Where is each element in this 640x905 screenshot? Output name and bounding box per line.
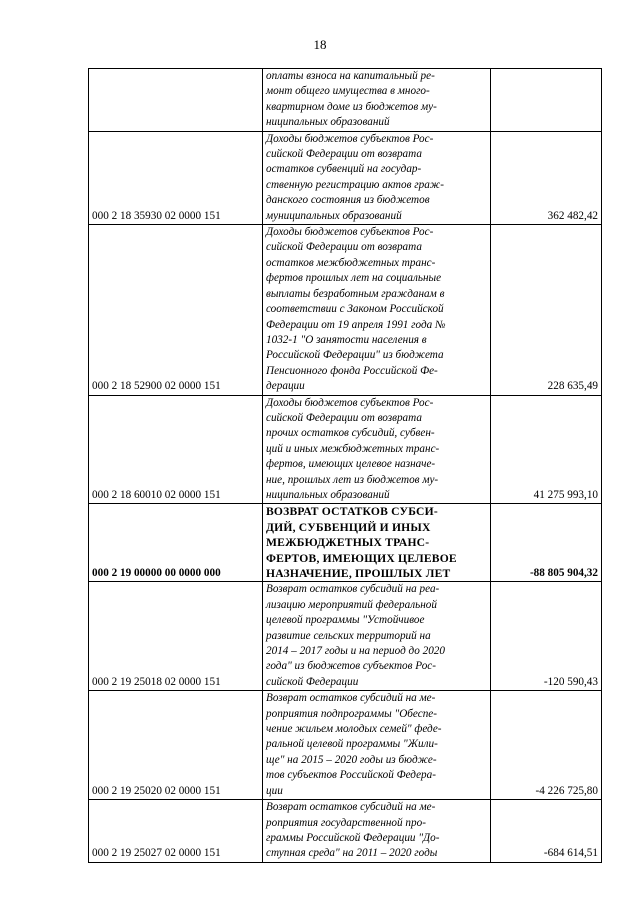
description-line: Возврат остатков субсидий на ме- <box>266 801 436 814</box>
description-line: ще" на 2015 – 2020 годы из бюдже- <box>266 753 437 766</box>
amount-value: 228 635,49 <box>491 225 602 395</box>
description-line: квартирном доме из бюджетов му- <box>266 100 437 113</box>
description-line: ниципальных образований <box>266 116 390 129</box>
table-row <box>89 504 602 582</box>
description-line: ступная среда" на 2011 – 2020 годы <box>266 847 438 860</box>
description-line: развитие сельских территорий на <box>266 629 431 642</box>
classification-code: 000 2 18 52900 02 0000 151 <box>89 225 263 395</box>
table-row <box>89 800 602 863</box>
description-line: ции <box>266 784 283 797</box>
classification-code: 000 2 19 00000 00 0000 000 <box>89 504 263 582</box>
income-description <box>263 225 491 395</box>
description-line: Федерации от 19 апреля 1991 года № <box>266 318 446 331</box>
description-line: Пенсионного фонда Российской Фе- <box>266 364 438 377</box>
classification-code: 000 2 19 25027 02 0000 151 <box>89 800 263 863</box>
description-line: роприятия подпрограммы "Обеспе- <box>266 707 437 720</box>
description-line: ственную регистрацию актов граж- <box>266 178 444 191</box>
income-description <box>263 800 491 863</box>
table-row <box>89 69 602 132</box>
amount-value <box>491 69 602 132</box>
description-line: целевой программы "Устойчивое <box>266 614 425 627</box>
classification-code <box>89 69 263 132</box>
table-row <box>89 395 602 504</box>
description-line: сийской Федерации от возврата <box>266 411 422 424</box>
income-description <box>263 582 491 691</box>
description-line: чение жильем молодых семей" феде- <box>266 723 442 736</box>
description-line: монт общего имущества в много- <box>266 85 430 98</box>
description-line: ций и иных межбюджетных транс- <box>266 442 440 455</box>
description-line: Доходы бюджетов субъектов Рос- <box>266 226 434 239</box>
table-body <box>89 69 602 863</box>
description-line: выплаты безработным гражданам в <box>266 287 445 300</box>
description-line: года" из бюджетов субъектов Рос- <box>266 660 436 673</box>
description-line: ниципальных образований <box>266 488 390 501</box>
amount-value: -120 590,43 <box>491 582 602 691</box>
description-line: муниципальных образований <box>266 209 402 222</box>
income-description <box>263 504 491 582</box>
table-row <box>89 131 602 224</box>
description-line: соответствии с Законом Российской <box>266 303 444 316</box>
budget-table <box>88 68 602 863</box>
description-line: остатков субвенций на государ- <box>266 163 422 176</box>
description-line: 2014 – 2017 годы и на период до 2020 <box>266 645 445 658</box>
income-description <box>263 131 491 224</box>
description-line: дерации <box>266 380 305 393</box>
description-line: ФЕРТОВ, ИМЕЮЩИХ ЦЕЛЕВОЕ <box>266 551 457 565</box>
description-line: Возврат остатков субсидий на реа- <box>266 583 440 596</box>
description-line: сийской Федерации от возврата <box>266 241 422 254</box>
description-line: данского состояния из бюджетов <box>266 194 430 207</box>
description-line: МЕЖБЮДЖЕТНЫХ ТРАНС- <box>266 536 430 550</box>
income-description <box>263 395 491 504</box>
description-line: 1032-1 "О занятости населения в <box>266 333 427 346</box>
description-line: Возврат остатков субсидий на ме- <box>266 692 436 705</box>
amount-value: -684 614,51 <box>491 800 602 863</box>
description-line: остатков межбюджетных транс- <box>266 256 436 269</box>
classification-code: 000 2 19 25020 02 0000 151 <box>89 691 263 800</box>
description-line: Доходы бюджетов субъектов Рос- <box>266 132 434 145</box>
description-line: ние, прошлых лет из бюджетов му- <box>266 473 439 486</box>
description-line: граммы Российской Федерации "До- <box>266 831 440 844</box>
table-row <box>89 691 602 800</box>
description-line: оплаты взноса на капитальный ре- <box>266 70 435 82</box>
classification-code: 000 2 19 25018 02 0000 151 <box>89 582 263 691</box>
description-line: фертов прошлых лет на социальные <box>266 272 442 285</box>
description-line: лизацию мероприятий федеральной <box>266 598 437 611</box>
amount-value: 362 482,42 <box>491 131 602 224</box>
description-line: тов субъектов Российской Федера- <box>266 769 436 782</box>
description-line: Российской Федерации" из бюджета <box>266 349 444 362</box>
amount-value: -4 226 725,80 <box>491 691 602 800</box>
amount-value: 41 275 993,10 <box>491 395 602 504</box>
description-line: ДИЙ, СУБВЕНЦИЙ И ИНЫХ <box>266 520 431 534</box>
table-row <box>89 582 602 691</box>
description-line: ВОЗВРАТ ОСТАТКОВ СУБСИ- <box>266 505 438 519</box>
description-line: прочих остатков субсидий, субвен- <box>266 427 435 440</box>
classification-code: 000 2 18 35930 02 0000 151 <box>89 131 263 224</box>
description-line: сийской Федерации <box>266 675 359 688</box>
description-line: роприятия государственной про- <box>266 816 426 829</box>
income-description <box>263 69 491 132</box>
description-line: НАЗНАЧЕНИЕ, ПРОШЛЫХ ЛЕТ <box>266 567 451 580</box>
classification-code: 000 2 18 60010 02 0000 151 <box>89 395 263 504</box>
description-line: ральной целевой программы "Жили- <box>266 738 438 751</box>
table-row <box>89 225 602 395</box>
description-line: Доходы бюджетов субъектов Рос- <box>266 396 434 409</box>
description-line: фертов, имеющих целевое назначе- <box>266 458 436 471</box>
amount-value: -88 805 904,32 <box>491 504 602 582</box>
income-description <box>263 691 491 800</box>
description-line: сийской Федерации от возврата <box>266 148 422 161</box>
page-number: 18 <box>313 37 327 52</box>
